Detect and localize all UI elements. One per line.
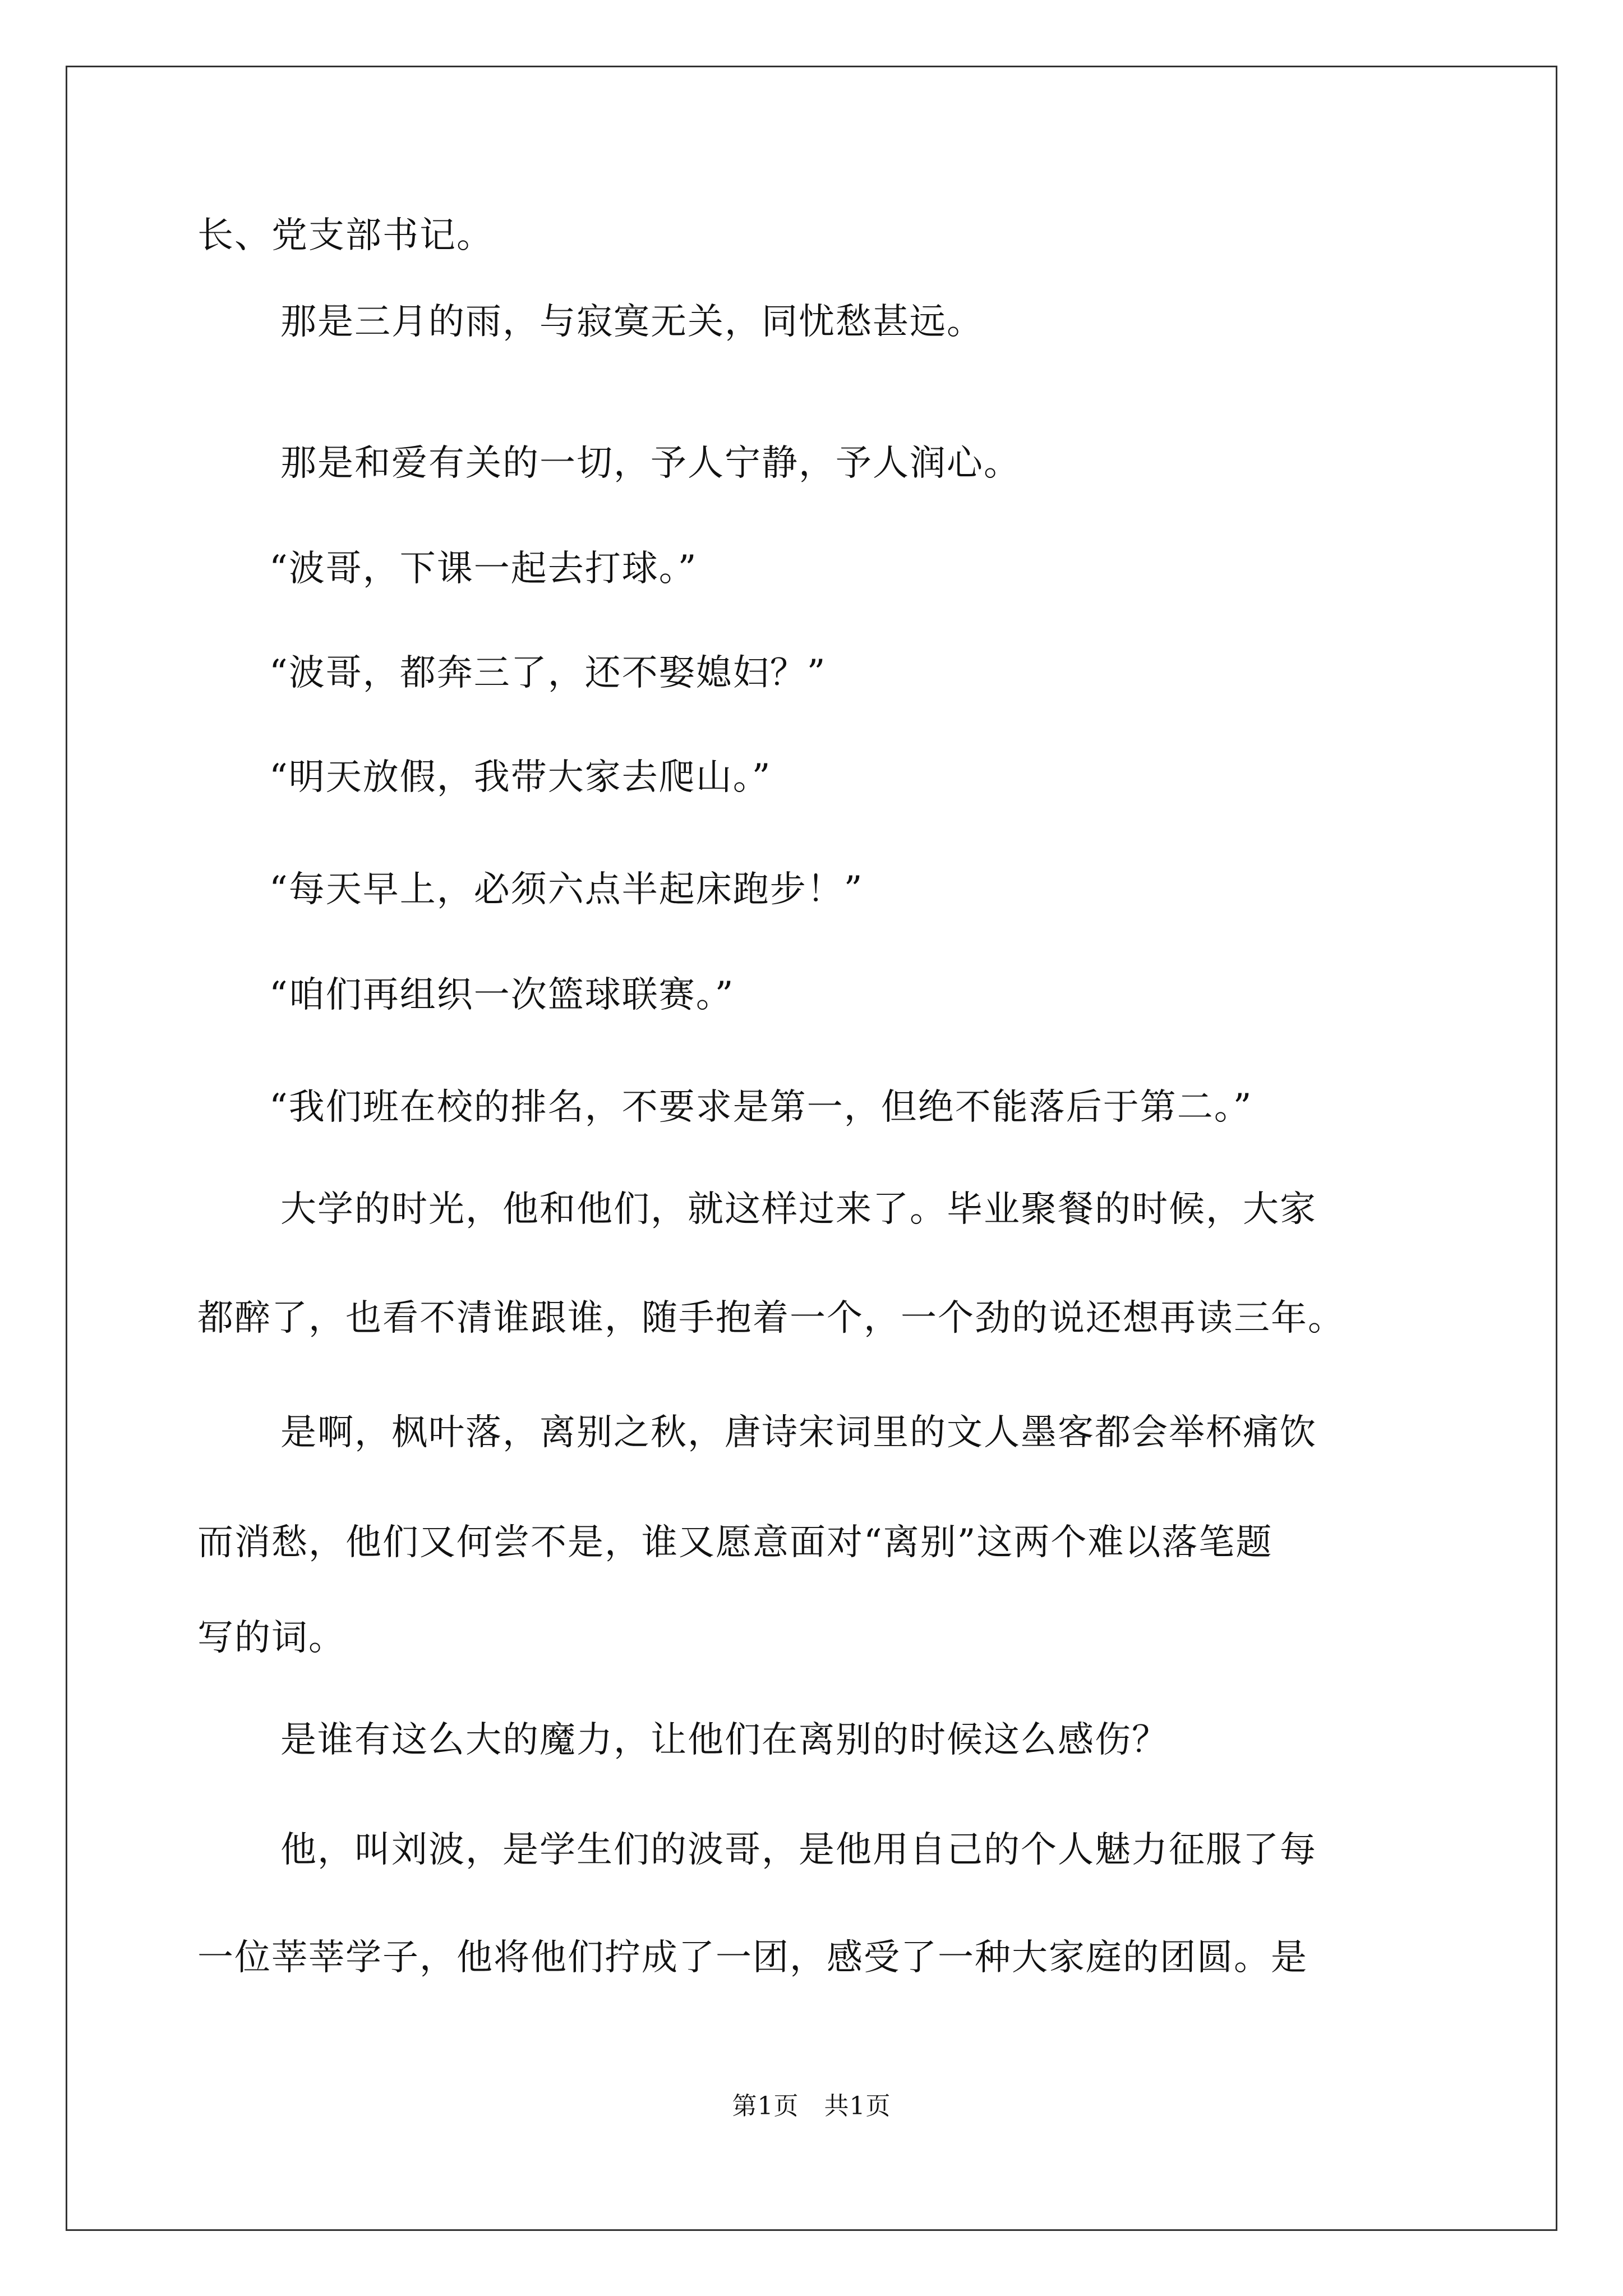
quote-line-1: “波哥，下课一起去打球。” — [269, 548, 698, 590]
paragraph-line-1: 长、党支部书记。 — [197, 215, 494, 256]
paragraph-line-11: 一位莘莘学子，他将他们拧成了一团，感受了一种大家庭的团圆。是 — [197, 1937, 1308, 1978]
page-footer: 第1页 共1页 — [732, 2092, 891, 2120]
paragraph-line-6: 是啊，枫叶落，离别之秋，唐诗宋词里的文人墨客都会举杯痛饮 — [280, 1412, 1317, 1453]
paragraph-line-4: 大学的时光，他和他们，就这样过来了。毕业聚餐的时候，大家 — [280, 1189, 1317, 1230]
quote-line-3: “明天放假，我带大家去爬山。” — [269, 757, 772, 798]
paragraph-line-8: 写的词。 — [197, 1617, 345, 1659]
paragraph-line-3: 那是和爱有关的一切，予人宁静，予人润心。 — [280, 443, 1021, 484]
paragraph-line-9: 是谁有这么大的魔力，让他们在离别的时候这么感伤？ — [280, 1719, 1169, 1761]
paragraph-line-2: 那是三月的雨，与寂寞无关，同忧愁甚远。 — [280, 301, 984, 343]
paragraph-line-5: 都醉了，也看不清谁跟谁，随手抱着一个，一个劲的说还想再读三年。 — [197, 1297, 1345, 1339]
quote-line-4: “每天早上，必须六点半起床跑步！” — [269, 869, 864, 910]
page-border — [66, 66, 1557, 2231]
quote-line-5: “咱们再组织一次篮球联赛。” — [269, 974, 735, 1016]
paragraph-line-7: 而消愁，他们又何尝不是，谁又愿意面对“离别”这两个难以落笔题 — [197, 1522, 1273, 1563]
quote-line-6: “我们班在校的排名，不要求是第一，但绝不能落后于第二。” — [269, 1087, 1253, 1128]
quote-line-2: “波哥，都奔三了，还不娶媳妇？” — [269, 652, 827, 694]
paragraph-line-10: 他，叫刘波，是学生们的波哥，是他用自己的个人魅力征服了每 — [280, 1829, 1317, 1871]
